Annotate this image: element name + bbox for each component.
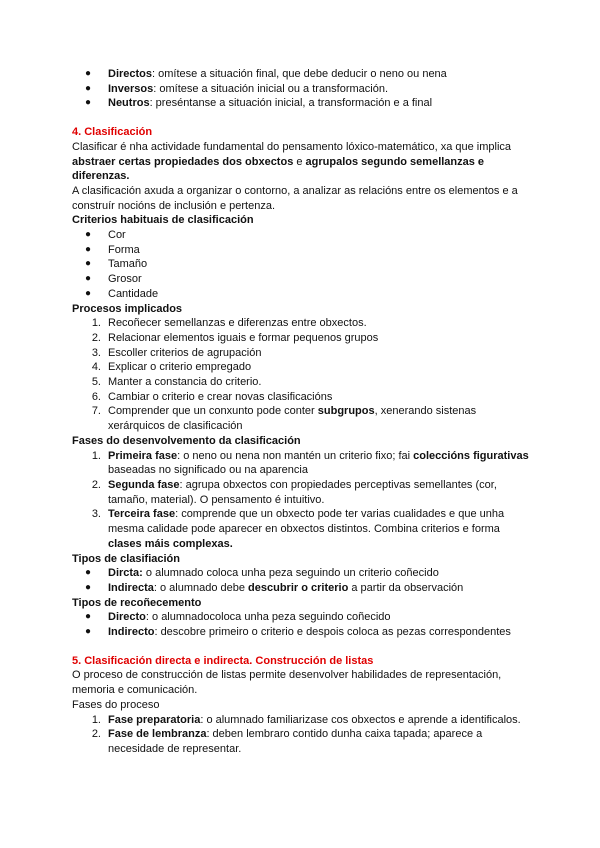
list-item: 1. Fase preparatoria: o alumnado familiarizase cos obxectos e aprende a identificalos.: [91, 713, 521, 726]
list-item: 6. Cambiar o criterio e crear novas clasificacións: [91, 390, 333, 403]
bullet-icon: ●: [85, 68, 92, 79]
list-item: 2. Fase de lembranza: deben lembraro contido dunha caixa tapada; aparece a necesidade de representar.: [91, 728, 483, 755]
criteria-list: [72, 228, 532, 302]
list-item: 5. Manter a constancia do criterio.: [91, 376, 262, 389]
list-item: 3. Escoller criterios de agrupación: [91, 346, 262, 359]
list-item: ● Indirecta: o alumnado debe descubrir o criterio a partir da observación: [85, 581, 464, 594]
list-item: 2. Relacionar elementos iguais e formar pequenos grupos: [91, 331, 379, 344]
intro-list: [72, 67, 532, 111]
list-item: 1. Recoñecer semellanzas e diferenzas entre obxectos.: [91, 317, 367, 330]
bullet-icon: ●: [85, 82, 92, 94]
list-item: 1. Primeira fase: o neno ou nena non mantén un criterio fixo; fai coleccións figurativas baseadas no significado ou na aparencia: [91, 449, 529, 477]
bullet-icon: ●: [85, 258, 92, 270]
list-item: ● Cor: [85, 229, 126, 242]
processes-list: [72, 316, 532, 434]
bullet-icon: ●: [85, 287, 92, 299]
list-item: 2. Segunda fase: agrupa obxectos con propiedades perceptivas semellantes (cor, tamaño, material). O pensamento é intuitivo.: [91, 478, 497, 506]
list-item: ● Tamaño: [85, 258, 148, 271]
process-phases-label: Fases do proceso: [72, 698, 160, 711]
section-4-paragraph-1: Clasificar é nha actividade fundamental do pensamento lóxico-matemático, xa que implica abstraer certas propiedades dos obxectos e agrupalos segundo semellanzas e diferenzas.: [72, 140, 512, 183]
bullet-icon: ●: [85, 243, 92, 255]
phases-heading: Fases do desenvolvemento da clasificación: [72, 434, 301, 447]
recognition-list: [72, 610, 532, 639]
list-item: ● Indirecto: descobre primeiro o criterio e despois coloca as pezas correspondentes: [85, 626, 511, 639]
bullet-icon: ●: [85, 273, 92, 285]
list-item: 7. Comprender que un conxunto pode conter subgrupos, xenerando sistenas xerárquicos de clasificación: [91, 405, 477, 433]
list-item: ● Cantidade: [85, 287, 159, 300]
types-heading: Tipos de clasifiación: [72, 552, 180, 565]
section-5-paragraph: O proceso de construcción de listas permite desenvolver habilidades de representación, memoria e comunicación.: [72, 669, 502, 697]
list-item: ● Dircta: o alumnado coloca unha peza seguindo un criterio coñecido: [85, 567, 439, 580]
list-item: ● Forma: [85, 243, 140, 256]
list-item: ● Directo: o alumnadocoloca unha peza seguindo coñecido: [85, 611, 391, 624]
list-item: ● Neutros: preséntanse a situación inicial, a transformación e a final: [85, 97, 433, 110]
phases-list: [72, 449, 532, 552]
list-item: ● Grosor: [85, 273, 142, 286]
list-item: ● Inversos: omítese a situación inicial ou a transformación.: [85, 82, 389, 95]
list-item: ● Directos: omítese a situación final, que debe deducir o neno ou nena: [85, 68, 447, 80]
types-list: [72, 566, 532, 595]
recognition-heading: Tipos de recoñecemento: [72, 596, 202, 609]
criteria-heading: Criterios habituais de clasificación: [72, 214, 254, 227]
bullet-icon: ●: [85, 229, 92, 241]
section-4-title: 4. Clasificación: [72, 126, 153, 139]
bullet-icon: ●: [85, 611, 92, 623]
bullet-icon: ●: [85, 567, 92, 579]
bullet-icon: ●: [85, 581, 92, 593]
document-page: [72, 67, 532, 757]
process-phases-list: [72, 713, 532, 757]
section-5-title: 5. Clasificación directa e indirecta. Construcción de listas: [72, 654, 374, 667]
processes-heading: Procesos implicados: [72, 302, 183, 315]
section-4-paragraph-2: A clasificación axuda a organizar o contorno, a analizar as relacións entre os elementos e a construír nocións de inclusión e pertenza.: [72, 184, 518, 212]
bullet-icon: ●: [85, 626, 92, 638]
bullet-icon: ●: [85, 97, 92, 109]
list-item: 3. Terceira fase: comprende que un obxecto pode ter varias cualidades e que unha mesma calidade pode aparecer en obxectos distintos. Combina criterios e forma clases máis complexas.: [91, 508, 505, 550]
list-item: 4. Explicar o criterio empregado: [91, 361, 252, 374]
